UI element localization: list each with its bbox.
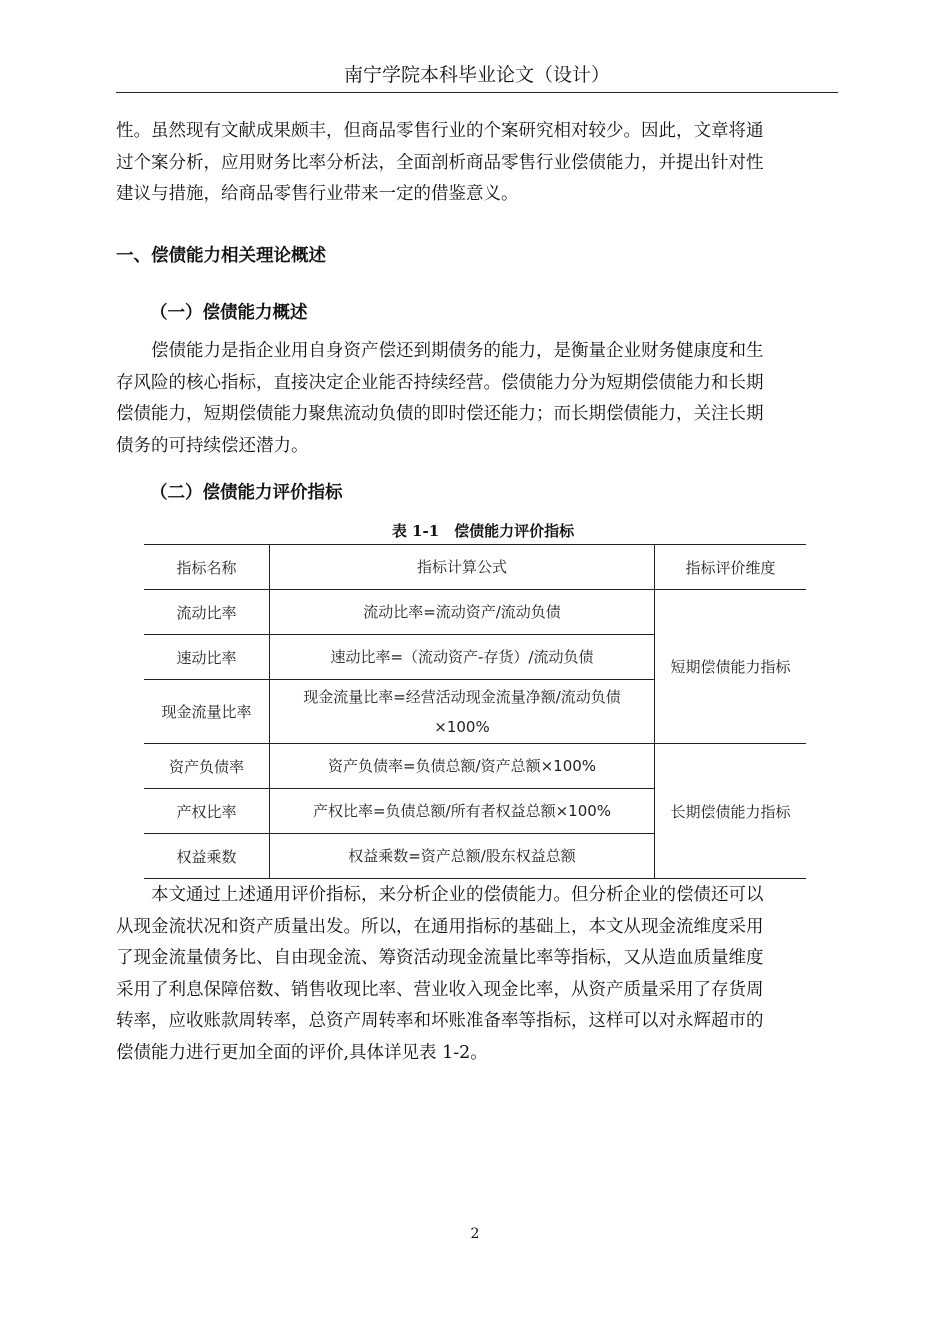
text-line: 债务的可持续偿还潜力。 <box>116 435 309 456</box>
section-heading: 一、偿债能力相关理论概述 <box>116 246 326 266</box>
formula-line: 现金流量比率=经营活动现金流量净额/流动负债 <box>303 687 621 706</box>
header-cell-formula: 指标计算公式 <box>270 545 655 590</box>
dimension-long-term: 长期偿债能力指标 <box>655 744 807 879</box>
indicator-formula: 流动比率=流动资产/流动负债 <box>270 590 655 635</box>
indicator-name: 产权比率 <box>144 789 270 834</box>
indicator-formula <box>270 680 655 744</box>
indicator-name: 资产负债率 <box>144 744 270 789</box>
indicator-name: 速动比率 <box>144 635 270 680</box>
header-cell-name: 指标名称 <box>144 545 270 590</box>
table-row <box>144 744 806 789</box>
indicator-name: 现金流量比率 <box>144 680 270 744</box>
table-row <box>144 590 806 635</box>
text-line: 偿债能力是指企业用自身资产偿还到期债务的能力，是衡量企业财务健康度和生 <box>151 341 764 361</box>
text-line: 采用了利息保障倍数、销售收现比率、营业收入现金比率，从资产质量采用了存货周 <box>116 979 764 1000</box>
text-line: 偿债能力，短期偿债能力聚焦流动负债的即时偿还能力；而长期偿债能力，关注长期 <box>116 404 764 424</box>
table-caption: 表 1-1 偿债能力评价指标 <box>391 522 575 540</box>
table-header-row <box>144 545 806 590</box>
dimension-short-term: 短期偿债能力指标 <box>655 590 807 744</box>
page-header <box>116 60 838 93</box>
indicator-formula: 速动比率=（流动资产-存货）/流动负债 <box>270 635 655 680</box>
formula-line: ×100% <box>434 717 490 736</box>
indicator-name: 流动比率 <box>144 590 270 635</box>
indicator-table <box>144 544 806 879</box>
text-line: 存风险的核心指标，直接决定企业能否持续经营。偿债能力分为短期偿债能力和长期 <box>116 372 764 393</box>
text-line: 建议与措施，给商品零售行业带来一定的借鉴意义。 <box>116 184 519 204</box>
indicator-formula: 资产负债率=负债总额/资产总额×100% <box>270 744 655 789</box>
text-line: 了现金流量债务比、自由现金流、筹资活动现金流量比率等指标，又从造血质量维度 <box>116 948 764 968</box>
text-line: 从现金流状况和资产质量出发。所以，在通用指标的基础上，本文从现金流维度采用 <box>116 916 764 937</box>
indicator-formula: 产权比率=负债总额/所有者权益总额×100% <box>270 789 655 834</box>
text-line: 性。虽然现有文献成果颇丰，但商品零售行业的个案研究相对较少。因此，文章将通 <box>116 121 764 141</box>
intro-paragraph <box>116 116 824 211</box>
page-number: 2 <box>470 1226 480 1242</box>
text-line: 偿债能力进行更加全面的评价,具体详见表 1-2。 <box>116 1042 488 1063</box>
indicator-formula: 权益乘数=资产总额/股东权益总额 <box>270 834 655 879</box>
text-line: 过个案分析，应用财务比率分析法，全面剖析商品零售行业偿债能力，并提出针对性 <box>116 152 764 173</box>
text-line: 本文通过上述通用评价指标，来分析企业的偿债能力。但分析企业的偿债还可以 <box>151 885 764 905</box>
text-line: 转率，应收账款周转率，总资产周转率和坏账准备率等指标，这样可以对永辉超市的 <box>116 1011 764 1031</box>
header-title: 南宁学院本科毕业论文（设计） <box>343 64 610 86</box>
header-cell-dimension: 指标评价维度 <box>655 545 807 590</box>
subsection-heading-overview: （一）偿债能力概述 <box>150 303 308 323</box>
overview-paragraph <box>116 336 824 462</box>
indicator-name: 权益乘数 <box>144 834 270 879</box>
subsection-heading-indicators: （二）偿债能力评价指标 <box>150 483 343 503</box>
analysis-paragraph <box>116 880 824 1069</box>
